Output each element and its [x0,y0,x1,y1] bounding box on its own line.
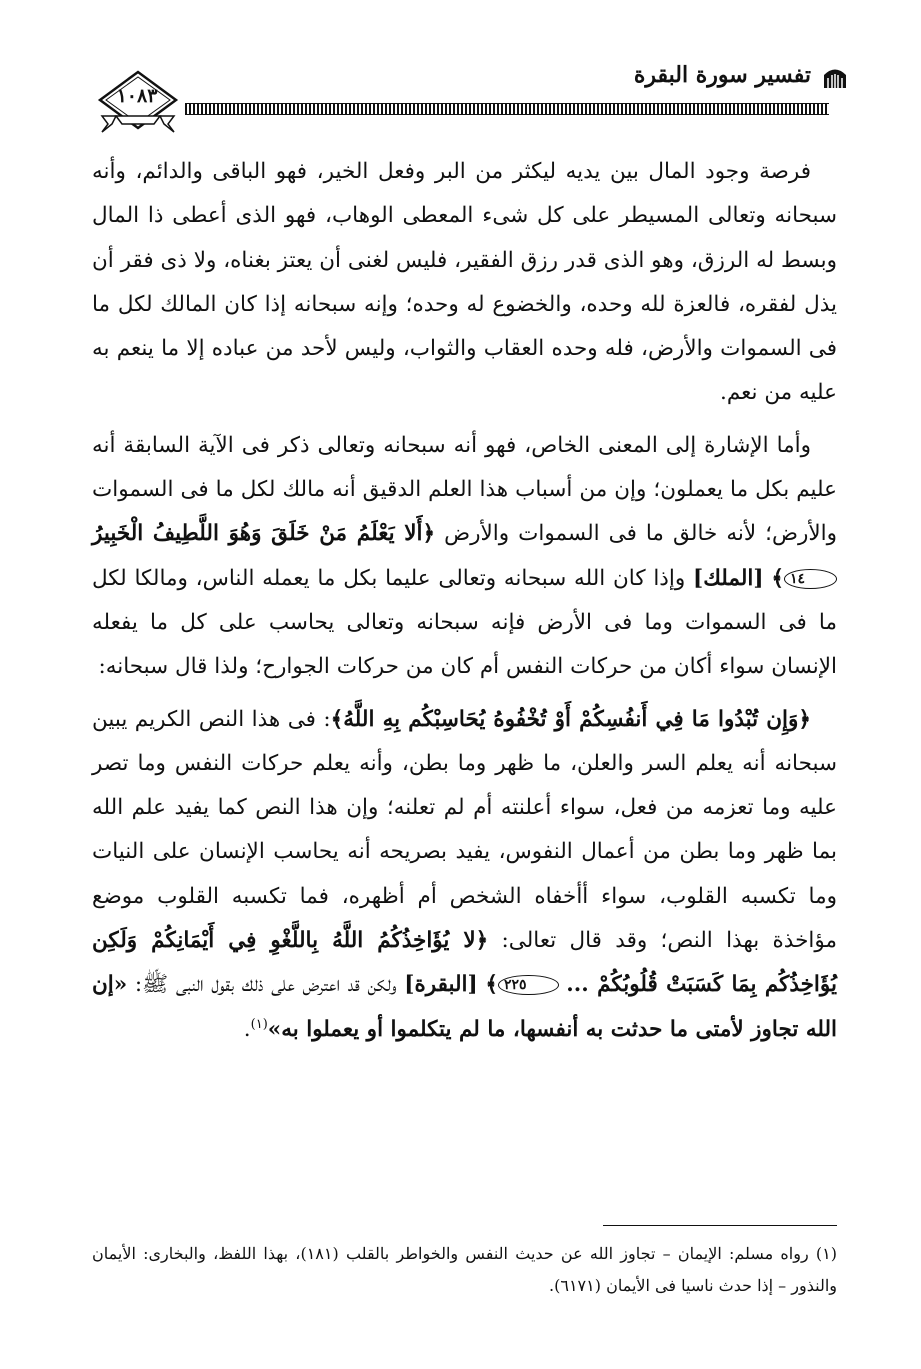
footnotes [92,1238,837,1302]
quran-close-bracket-2: ﴾ [485,972,498,998]
page-number: ١٠٨٣ [116,85,158,107]
p2-text-b: وإذا كان الله سبحانه وتعالى عليما بكل ما يعمله الناس، ومالكا لكل ما فى السموات وما فى الأرض فإنه سبحانه وتعالى يحاسب على كل ما يفعله الإنسان سواء أكان من حركات النفس أم كان من حركات الجوارح؛ ولذا قال سبحانه: [92,565,837,680]
surah-ref-baqarah: [البقرة] [404,972,478,998]
surah-ref-mulk: [الملك] [693,565,764,591]
p3-text-a: : فى هذا النص الكريم يبين سبحانه أنه يعلم السر والعلن، ما ظهر وما بطن، وأنه يعلم حركات النفس وما تصر عليه وما تعزمه من فعل، سواء أعلنته أم لم تعلنه؛ وإن هذا النص كما يفيد علم الله بما ظهر وما بطن من أعمال النفوس، يفيد بصريحه أنه يحاسب الإنسان على النيات وما تكسبه القلوب، سواء أأخفاه الشخص أم أظهره، فما تكسبه القلوب موضع مؤاخذة بهذا النص؛ وقد قال تعالى: [92,706,837,954]
ayah-number-225: ٢٢٥ [498,975,559,995]
p3-end: . [243,1016,251,1042]
ayah-number-14: ١٤ [784,569,837,589]
footnote-divider [603,1225,837,1226]
paragraph-3 [92,698,837,1052]
paragraph-2 [92,424,837,690]
quran-close-bracket: ﴾ [771,565,784,591]
footnote-1: (١) رواه مسلم: الإيمان – تجاوز الله عن حديث النفس والخواطر بالقلب (١٨١)، بهذا اللفظ، والبخارى: الأيمان والنذور – إذا حدث ناسيا فى الأيمان (٦١٧١). [92,1244,837,1295]
p3-text-b: ولكن قد اعترض على ذلك بقول النبى ﷺ: [127,972,405,998]
body-text [92,150,837,1052]
paragraph-1: فرصة وجود المال بين يديه ليكثر من البر وفعل الخير، فهو الباقى والدائم، وأنه سبحانه وتعالى المسيطر على كل شىء المعطى الوهاب، فهو الذى أعطى ذا المال وبسط له الرزق، وهو الذى قدر رزق الفقير، فليس لغنى أن يعتز بغناه، ولا ذى فقر أن يذل لفقره، فالعزة لله وحده، والخضوع له وحده؛ وإنه سبحانه إذا كان المالك لكل ما فى السموات والأرض، فله وحده العقاب والثواب، وليس لأحد من عباده إلا ما ينعم به عليه من نعم. [92,159,837,406]
hadith-quote: «إن الله تجاوز لأمتى ما حدثت به أنفسها، ما لم يتكلموا أو يعملوا به» [92,972,837,1042]
header-rule [185,103,829,115]
header-title: تفسير سورة البقرة [633,62,811,88]
ornament-icon [821,66,849,90]
p2-text-a: وأما الإشارة إلى المعنى الخاص، فهو أنه سبحانه وتعالى ذكر فى الآية السابقة أنه عليم بكل ما يعملون؛ وإن من أسباب هذا العلم الدقيق أنه مالك لكل ما فى السموات والأرض؛ لأنه خالق ما فى السموات والأرض [92,432,837,547]
quran-verse-mulk: ﴿أَلا يَعْلَمُ مَنْ خَلَقَ وَهُوَ اللَّطِيفُ الْخَبِيرُ [92,521,436,547]
quran-verse-baqarah-225: ﴿لا يُؤَاخِذُكُمُ اللَّهُ بِاللَّغْوِ فِي أَيْمَانِكُمْ وَلَكِن يُؤَاخِذُكُم بِمَا كَسَبَتْ قُلُوبُكُمْ ... [92,928,837,998]
footnote-ref: (١) [250,1016,268,1032]
quran-verse-baqarah: ﴿وَإِن تُبْدُوا مَا فِي أَنفُسِكُمْ أَوْ تُخْفُوهُ يُحَاسِبْكُم بِهِ اللَّهُ﴾ [330,706,811,732]
